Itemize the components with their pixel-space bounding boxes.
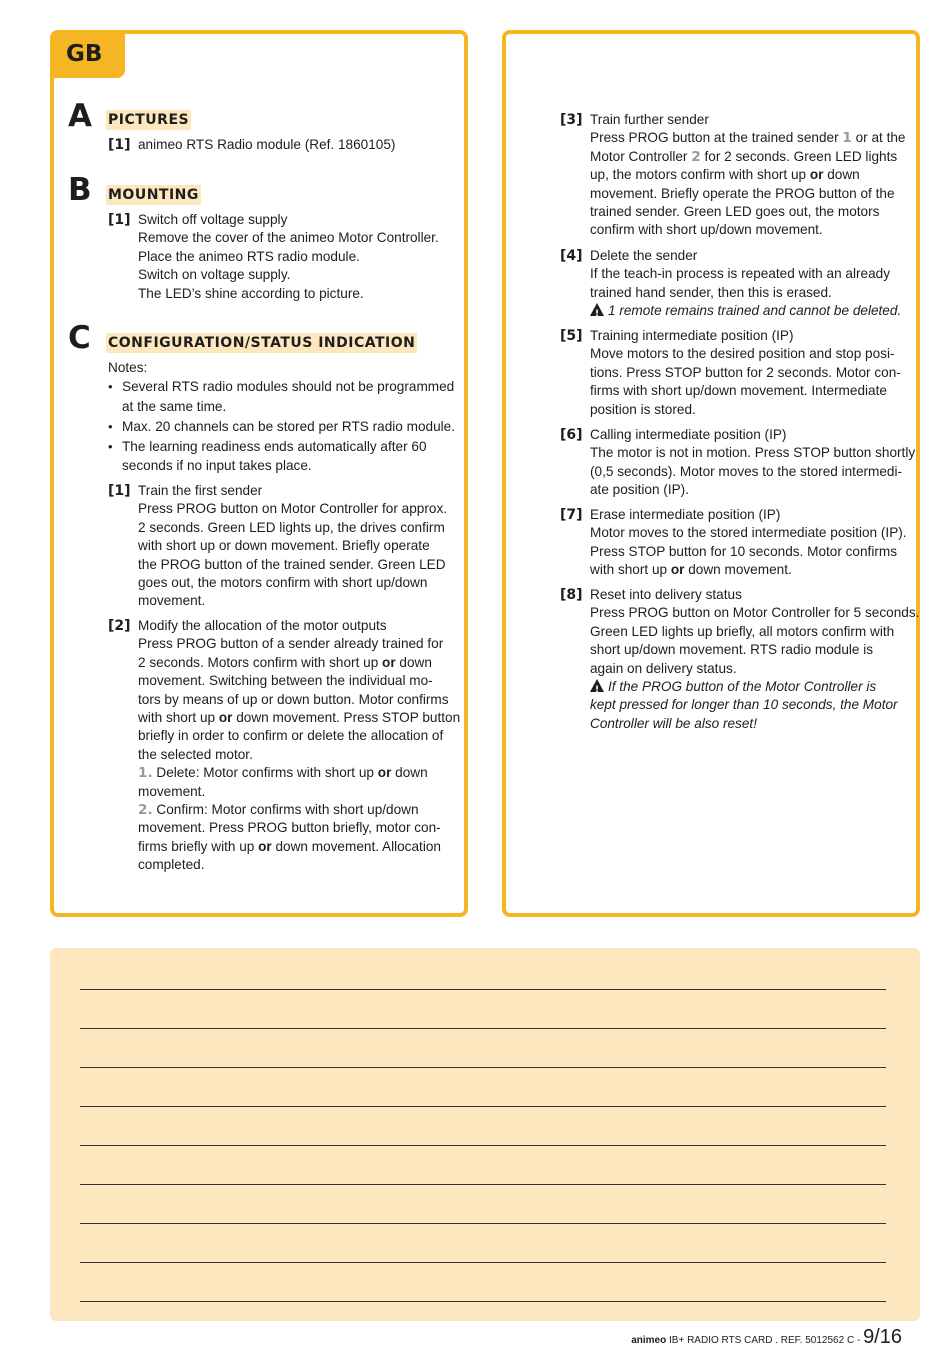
pictures-item-text: animeo RTS Radio module (Ref. 1860105) [138,137,396,152]
note-writing-line [80,1184,886,1185]
step-2-line: Press PROG button of a sender already trained for [138,636,444,652]
step-6-title: Calling intermediate position (IP) [590,427,787,442]
or-emphasis: or [670,562,685,578]
step-2-sub-2-line: firms briefly with up or down movement. Allocation [138,838,441,854]
step-1-line: Press PROG button on Motor Controller for approx. [138,501,448,517]
step-3-number: [3] [560,112,583,128]
step-1-line: goes out, the motors confirm with short up/down [138,575,428,590]
sub-step-number: 2. [138,802,153,818]
page-footer [631,1326,902,1349]
step-6-line: The motor is not in motion. Press STOP button shortly [590,445,916,461]
step-3-line: trained sender. Green LED goes out, the motors [590,204,880,219]
step-2-line: the selected motor. [138,746,253,762]
sub-step-number: 1. [138,765,153,782]
step-4-warning: !1 remote remains trained and cannot be deleted. [590,302,901,320]
note-writing-line [80,989,886,990]
step-4-title: Delete the sender [590,248,698,263]
step-8-warning-line: kept pressed for longer than 10 seconds, the Motor [590,697,898,713]
step-2-line: with short up or down movement. Press STOP button [138,710,461,725]
note-writing-line [80,1223,886,1224]
step-1-number: [1] [108,483,131,499]
step-7-line: Press STOP button for 10 seconds. Motor confirms [590,543,898,559]
mounting-line: The LED’s shine according to picture. [138,285,364,301]
step-5-line: Move motors to the desired position and stop posi- [590,346,895,362]
mounting-line: Switch on voltage supply. [138,267,291,283]
step-4-line: trained hand sender, then this is erased. [590,284,832,300]
section-letter-c: C [68,320,91,356]
or-emphasis: or [218,710,233,725]
step-3-line: up, the motors confirm with short up or down [590,167,860,183]
step-4-line: If the teach-in process is repeated with an already [590,266,890,282]
note-writing-line [80,1067,886,1068]
step-8-line: Green LED lights up briefly, all motors confirm with [590,623,895,639]
footer-doc-ref: IB+ RADIO RTS CARD . REF. 5012562 C - [666,1335,864,1346]
note-writing-line [80,1262,886,1263]
step-3-line: movement. Briefly operate the PROG button of the [590,185,895,201]
step-3-line: confirm with short up/down movement. [590,222,823,238]
note-line: Several RTS radio modules should not be programmed [122,379,455,394]
note-line: at the same time. [122,399,227,414]
footer-brand: animeo [631,1335,667,1346]
step-2-number: [2] [108,618,131,634]
mounting-line: Remove the cover of the animeo Motor Controller. [138,230,439,246]
step-1-line: the PROG button of the trained sender. Green LED [138,556,446,572]
step-3-line: Press PROG button at the trained sender 1 or at the [590,130,906,147]
step-8-warning: !If the PROG button of the Motor Controller is [590,678,876,696]
step-2-line: movement. Switching between the individual mo- [138,673,433,689]
mounting-line: Switch off voltage supply [138,212,288,227]
step-8-number: [8] [560,587,583,603]
step-7-title: Erase intermediate position (IP) [590,507,781,522]
step-7-line: Motor moves to the stored intermediate position (IP). [590,525,907,541]
page-number: 9/16 [863,1326,902,1348]
step-5-line: tions. Press STOP button for 2 seconds. Motor con- [590,364,901,380]
pictures-item-number: [1] [108,137,131,153]
step-2-line: 2 seconds. Motors confirm with short up or down [138,654,432,670]
note-line: seconds if no input takes place. [122,458,312,473]
section-title-configuration: CONFIGURATION/STATUS INDICATION [108,335,416,351]
step-1-title: Train the first sender [138,483,263,498]
step-5-number: [5] [560,328,583,344]
step-8-title: Reset into delivery status [590,587,742,602]
step-2-sub-1-line: movement. [138,783,206,799]
note-bullet: • [108,419,113,434]
note-writing-line [80,1106,886,1107]
section-title-mounting: MOUNTING [108,187,199,203]
note-line: The learning readiness ends automatically after 60 [122,439,427,454]
note-line: Max. 20 channels can be stored per RTS radio module. [122,419,455,434]
note-bullet: • [108,379,113,394]
reference-number: 2 [691,148,701,165]
section-letter-b: B [68,172,92,208]
mounting-line: Place the animeo RTS radio module. [138,248,360,264]
step-8-line: short up/down movement. RTS radio module is [590,642,874,658]
step-2-sub-2: 2. Confirm: Motor confirms with short up/down [138,802,419,818]
step-5-title: Training intermediate position (IP) [590,328,794,343]
language-tab: GB [50,30,125,78]
or-emphasis: or [809,167,824,183]
step-6-number: [6] [560,427,583,443]
step-5-line: firms with short up/down movement. Intermediate [590,383,887,399]
step-2-sub-2-line: movement. Press PROG button briefly, motor con- [138,820,441,836]
note-bullet: • [108,439,113,454]
section-letter-a: A [68,98,92,134]
or-emphasis: or [377,765,392,781]
note-writing-line [80,1301,886,1302]
step-7-line: with short up or down movement. [590,562,792,578]
notes-area [50,948,920,1321]
step-6-line: ate position (IP). [590,482,689,498]
or-emphasis: or [258,838,272,854]
step-4-number: [4] [560,248,583,264]
step-2-sub-2-line: completed. [138,857,205,873]
or-emphasis: or [382,654,396,670]
step-1-line: movement. [138,593,206,609]
step-3-line: Motor Controller 2 for 2 seconds. Green LED lights [590,148,898,165]
step-2-line: tors by means of up or down button. Motor confirms [138,691,449,707]
step-7-number: [7] [560,507,583,523]
step-8-warning-line: Controller will be also reset! [590,715,757,731]
step-2-sub-1: 1. Delete: Motor confirms with short up or down [138,765,428,782]
step-3-title: Train further sender [590,112,709,127]
step-5-line: position is stored. [590,401,696,417]
step-8-line: Press PROG button on Motor Controller for 5 seconds. [590,605,920,621]
step-2-title: Modify the allocation of the motor outputs [138,618,387,633]
step-8-line: again on delivery status. [590,660,737,676]
note-writing-line [80,1028,886,1029]
warning-icon [590,679,604,692]
reference-number: 1 [842,130,852,147]
step-6-line: (0,5 seconds). Motor moves to the stored intermedi- [590,463,903,479]
notes-label: Notes: [108,360,148,375]
section-title-pictures: PICTURES [108,112,190,128]
mounting-item-number: [1] [108,212,131,228]
step-1-line: 2 seconds. Green LED lights up, the drives confirm [138,519,445,535]
step-2-line: briefly in order to confirm or delete the allocation of [138,728,444,744]
note-writing-line [80,1145,886,1146]
warning-icon [590,303,604,316]
step-1-line: with short up or down movement. Briefly operate [138,538,430,554]
